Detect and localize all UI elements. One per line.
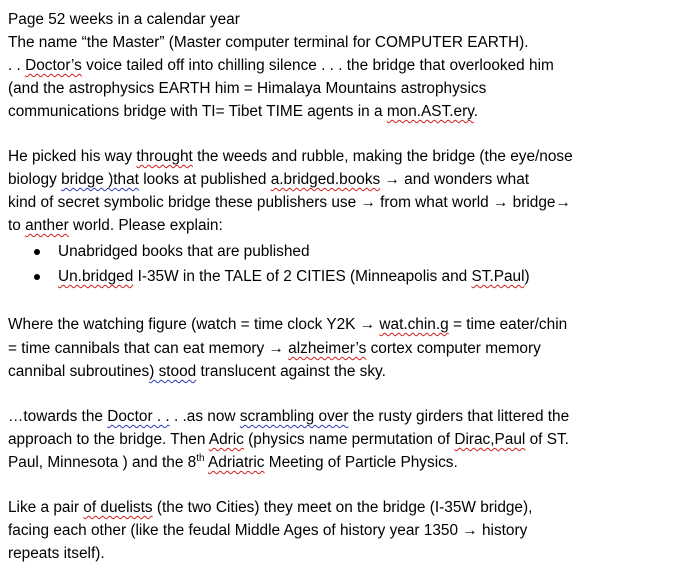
text-line: approach to the bridge. Then Adric (physics name permutation of Dirac,Paul of ST. — [8, 431, 569, 448]
bullet-marker — [34, 274, 40, 280]
text-line: (and the astrophysics EARTH him = Himalaya Mountains astrophysics — [8, 80, 487, 97]
text-line: …towards the Doctor . . . .as now scrambling over the rusty girders that littered the — [8, 408, 570, 425]
text-line: . . Doctor’s voice tailed off into chilling silence . . . the bridge that overlooked him — [8, 57, 554, 74]
list-item: Unabridged books that are published — [58, 243, 310, 260]
text-line: biology bridge )that looks at published a.bridged.books → and wonders what — [8, 171, 530, 188]
text-line: Paul, Minnesota ) and the 8th Adriatric Meeting of Particle Physics. — [8, 452, 458, 471]
bullet-marker — [34, 249, 40, 255]
text-line: Page 52 weeks in a calendar year — [8, 11, 240, 28]
text-line: Where the watching figure (watch = time clock Y2K → wat.chin.g = time eater/chin — [8, 316, 568, 333]
text-line: Like a pair of duelists (the two Cities) they meet on the bridge (I-35W bridge), — [8, 499, 533, 516]
text-line: facing each other (like the feudal Middle Ages of history year 1350 → history — [8, 522, 528, 539]
text-line: kind of secret symbolic bridge these publishers use → from what world → bridge→ — [8, 194, 571, 211]
text-line: He picked his way throught the weeds and rubble, making the bridge (the eye/nose — [8, 148, 573, 165]
list-item: Un.bridged I-35W in the TALE of 2 CITIES (Minneapolis and ST.Paul) — [58, 268, 530, 285]
text-line: to anther world. Please explain: — [8, 217, 223, 234]
text-line: repeats itself). — [8, 545, 105, 562]
text-line: = time cannibals that can eat memory → alzheimer’s cortex computer memory — [8, 340, 541, 357]
text-line: communications bridge with TI= Tibet TIME agents in a mon.AST.ery. — [8, 103, 479, 120]
text-line: The name “the Master” (Master computer terminal for COMPUTER EARTH). — [8, 34, 529, 51]
text-line: cannibal subroutines) stood translucent against the sky. — [8, 363, 386, 380]
